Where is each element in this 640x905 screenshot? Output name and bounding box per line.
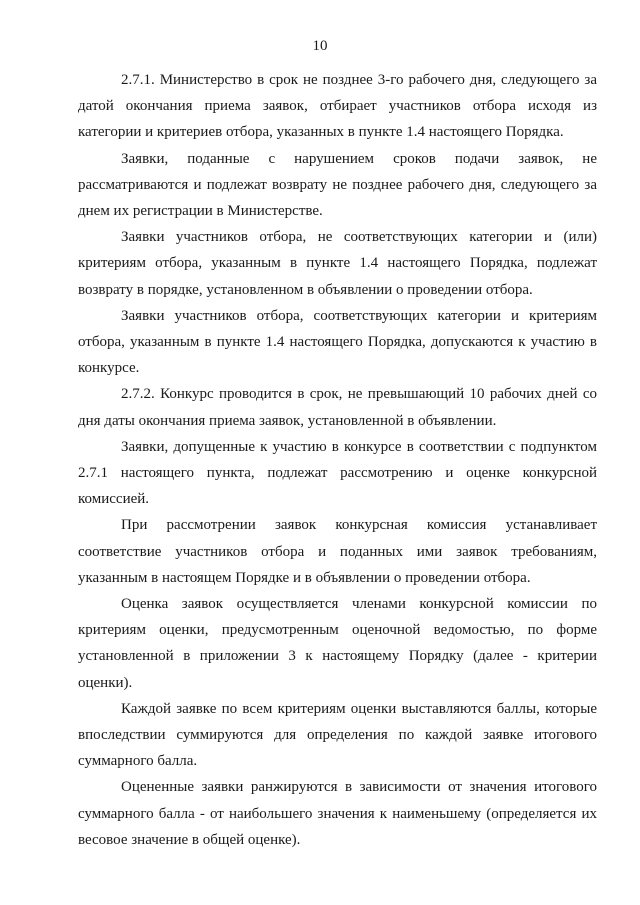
document-body [78,67,597,853]
page-number: 10 [312,38,328,54]
paragraph-evaluation-criteria: Оценка заявок осуществляется членами конкурсной комиссии по критериям оценки, предусмотренным оценочной ведомостью, по форме установленной в приложении 3 к настоящему Порядку (далее - критерии оценки). [78,596,597,691]
paragraph-2-7-1: 2.7.1. Министерство в срок не позднее 3-го рабочего дня, следующего за датой окончания приема заявок, отбирает участников отбора исходя из категории и критериев отбора, указанных в пункте 1.4 настоящего Порядка. [78,72,597,141]
paragraph-2-7-2: 2.7.2. Конкурс проводится в срок, не превышающий 10 рабочих дней со дня даты окончания приема заявок, установленной в объявлении. [78,386,597,429]
paragraph-review-by-commission: Заявки, допущенные к участию в конкурсе в соответствии с подпунктом 2.7.1 настоящего пункта, подлежат рассмотрению и оценке конкурсной комиссией. [78,438,597,508]
paragraph-scoring: Каждой заявке по всем критериям оценки выставляются баллы, которые впоследствии суммируются для определения по каждой заявке итогового суммарного балла. [78,700,597,770]
paragraph-admitted-applications: Заявки участников отбора, соответствующих категории и критериям отбора, указанным в пункте 1.4 настоящего Порядка, допускаются к участию в конкурсе. [78,307,597,377]
paragraph-late-applications: Заявки, поданные с нарушением сроков подачи заявок, не рассматриваются и подлежат возврату не позднее рабочего дня, следующего за днем их регистрации в Министерстве. [78,150,597,220]
paragraph-commission-check: При рассмотрении заявок конкурсная комиссия устанавливает соответствие участников отбора и поданных ими заявок требованиям, указанным в настоящем Порядке и в объявлении о проведении отбора. [78,517,597,586]
paragraph-ranking: Оцененные заявки ранжируются в зависимости от значения итогового суммарного балла - от наибольшего значения к наименьшему (определяется их весовое значение в общей оценке). [78,779,597,848]
paragraph-noncompliant-applications: Заявки участников отбора, не соответствующих категории и (или) критериям отбора, указанным в пункте 1.4 настоящего Порядка, подлежат возврату в порядке, установленном в объявлении о проведении отбора. [78,229,597,298]
